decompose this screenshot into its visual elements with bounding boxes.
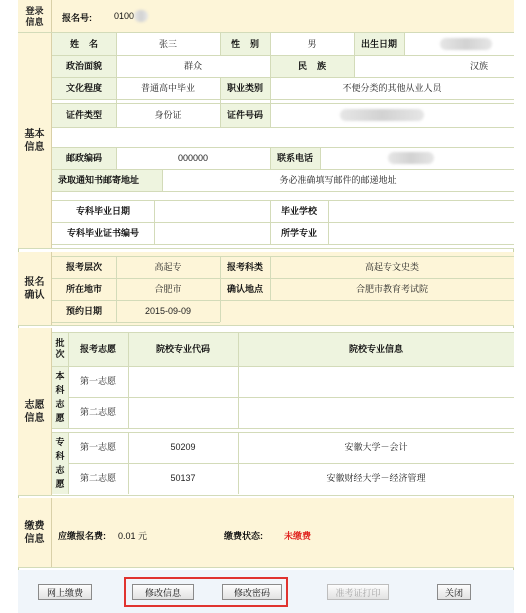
school-code-header: 院校专业代码 (128, 332, 238, 366)
education-label: 文化程度 (52, 77, 116, 99)
edit-info-button[interactable]: 修改信息 (132, 584, 194, 600)
city-label: 所在地市 (52, 278, 116, 300)
id-number-label: 证件号码 (220, 103, 270, 127)
city-value: 合肥市 (116, 278, 220, 300)
college-grad-date-label: 专科毕业日期 (52, 200, 154, 222)
exam-level-label: 报考层次 (52, 256, 116, 278)
button-bar (18, 570, 514, 613)
wishes-side-label: 志愿 信息 (18, 328, 52, 496)
print-admission-ticket-button[interactable]: 准考证打印 (327, 584, 389, 600)
birth-date-blur (440, 38, 492, 50)
registration-number-label: 报名号: (62, 13, 92, 23)
name-value: 张三 (116, 33, 220, 55)
undergrad-code-1 (128, 366, 238, 397)
education-value: 普通高中毕业 (116, 77, 220, 99)
major-value (328, 222, 514, 244)
ethnic-label: 民 族 (270, 55, 354, 77)
college-info-2: 安徽财经大学－经济管理 (238, 463, 514, 494)
batch-header: 批 次 (52, 332, 68, 366)
undergrad-batch-label: 本 科 志 愿 (52, 366, 68, 428)
undergrad-info-1 (238, 366, 514, 397)
appointment-date-label: 预约日期 (52, 300, 116, 322)
registration-number-blur (134, 10, 148, 22)
name-label: 姓 名 (52, 33, 116, 55)
phone-label: 联系电话 (270, 147, 320, 169)
college-code-1: 50209 (128, 432, 238, 463)
payment-side-label: 缴费 信息 (18, 498, 52, 568)
wishes-section (18, 328, 514, 496)
phone-blur (388, 152, 434, 164)
appointment-date-value: 2015-09-09 (116, 300, 220, 322)
registration-section (18, 0, 514, 33)
exam-level-value: 高起专 (116, 256, 220, 278)
college-wish-1: 第一志愿 (68, 432, 128, 463)
id-type-value: 身份证 (116, 103, 220, 127)
college-batch-label: 专 科 志 愿 (52, 432, 68, 494)
postcode-value: 000000 (116, 147, 270, 169)
college-cert-number-value (154, 222, 270, 244)
confirmation-side-label: 报名 确认 (18, 252, 52, 326)
exam-subject-label: 报考科类 (220, 256, 270, 278)
college-grad-date-value (154, 200, 270, 222)
gender-label: 性 别 (220, 33, 270, 55)
payment-status-value: 未缴费 (284, 531, 312, 541)
college-cert-number-label: 专科毕业证书编号 (52, 222, 154, 244)
pay-online-button[interactable]: 网上缴费 (38, 584, 92, 600)
undergrad-wish-2: 第二志愿 (68, 397, 128, 428)
politics-value: 群众 (116, 55, 270, 77)
gender-value: 男 (270, 33, 354, 55)
wish-header: 报考志愿 (68, 332, 128, 366)
payment-section (18, 498, 514, 568)
job-label: 职业类别 (220, 77, 270, 99)
basic-info-side-label: 基本 信息 (18, 33, 52, 249)
undergrad-wish-1: 第一志愿 (68, 366, 128, 397)
close-button[interactable]: 关闭 (437, 584, 471, 600)
id-number-blur (340, 109, 424, 121)
mailing-address-value: 务必准确填写邮件的邮递地址 (162, 169, 514, 191)
payment-status-label: 缴费状态: (224, 531, 263, 541)
edit-password-button[interactable]: 修改密码 (222, 584, 282, 600)
basic-info-section (18, 33, 514, 249)
grad-school-value (328, 200, 514, 222)
fee-label: 应缴报名费: (58, 531, 106, 541)
exam-subject-value: 高起专文史类 (270, 256, 514, 278)
confirm-site-value: 合肥市教育考试院 (270, 278, 514, 300)
id-type-label: 证件类型 (52, 103, 116, 127)
registration-number-value: 0100 (114, 11, 135, 21)
college-wish-2: 第二志愿 (68, 463, 128, 494)
postcode-label: 邮政编码 (52, 147, 116, 169)
politics-label: 政治面貌 (52, 55, 116, 77)
mailing-address-label: 录取通知书邮寄地址 (52, 169, 162, 191)
fee-value: 0.01 元 (118, 531, 148, 541)
undergrad-info-2 (238, 397, 514, 428)
birth-date-label: 出生日期 (354, 33, 404, 55)
school-info-header: 院校专业信息 (238, 332, 514, 366)
ethnic-value: 汉族 (354, 55, 514, 77)
confirmation-section (18, 252, 514, 326)
major-label: 所学专业 (270, 222, 328, 244)
college-info-1: 安徽大学－会计 (238, 432, 514, 463)
job-value: 不便分类的其他从业人员 (270, 77, 514, 99)
registration-side-label: 登录 信息 (18, 0, 52, 33)
undergrad-code-2 (128, 397, 238, 428)
grad-school-label: 毕业学校 (270, 200, 328, 222)
confirm-site-label: 确认地点 (220, 278, 270, 300)
college-code-2: 50137 (128, 463, 238, 494)
